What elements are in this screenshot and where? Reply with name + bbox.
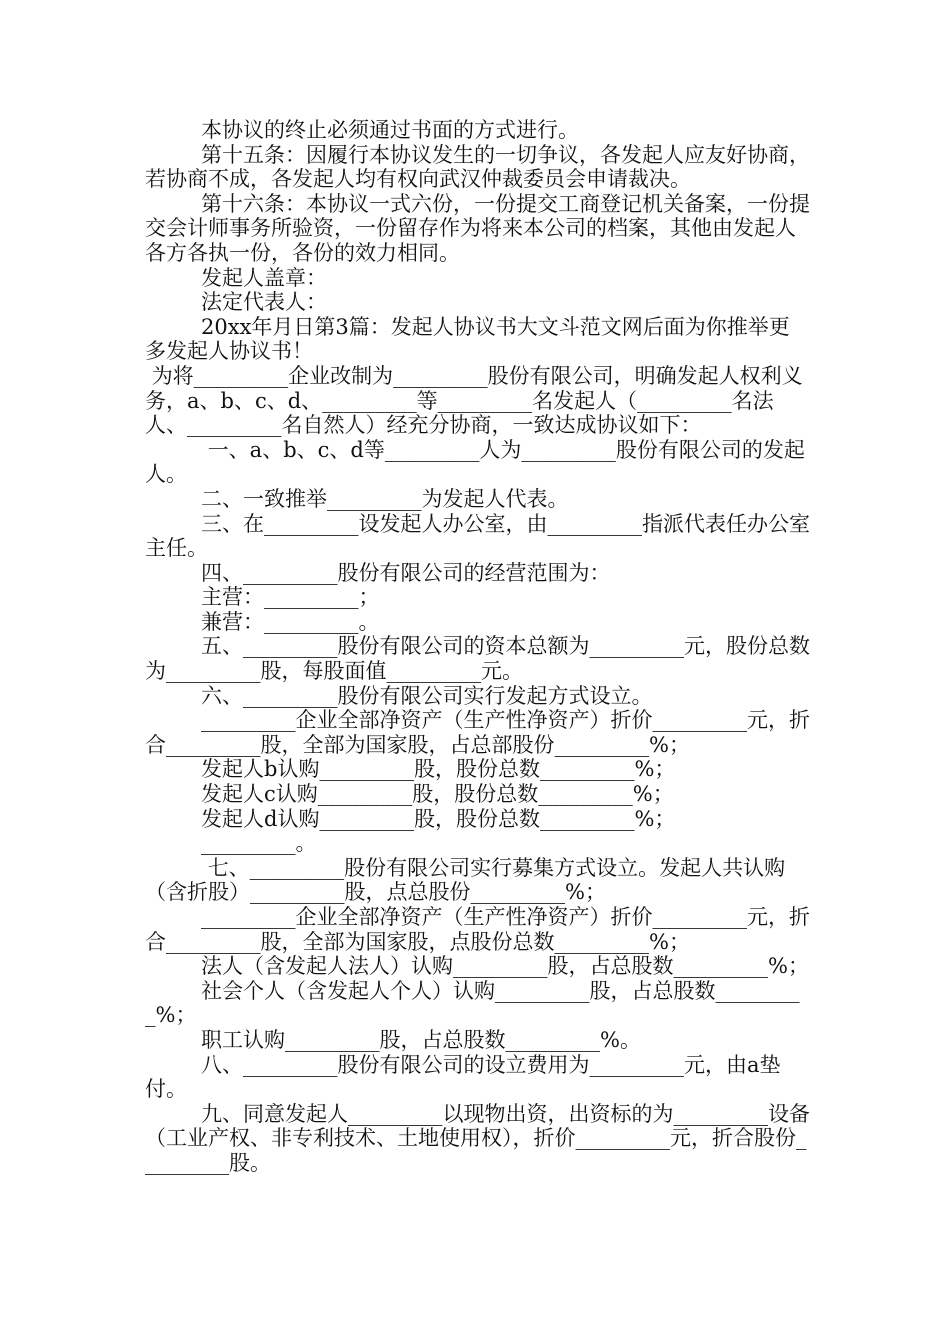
- paragraph-25: 职工认购_________股，占总股数_________%。: [201, 1027, 641, 1052]
- paragraph-9: 二、一致推举_________为发起人代表。: [201, 486, 569, 511]
- paragraph-20: _________。: [201, 831, 317, 856]
- paragraph-7: 为将_________企业改制为_________股份有限公司，明确发起人权利义务，a、b、c、d、_________等_________名发起人（_________名法人、_________名自然人）经充分协商，一致达成协议如下：: [145, 363, 803, 438]
- paragraph-2: 第十五条：因履行本协议发生的一切争议，各发起人应友好协商，若协商不成，各发起人均有权向武汉仲裁委员会申请裁决。: [145, 142, 810, 192]
- paragraph-12: 主营：_________；: [201, 585, 380, 610]
- paragraph-14: 五、_________股份有限公司的资本总额为_________元，股份总数为_________股，每股面值_________元。: [145, 634, 810, 684]
- paragraph-26: 八、_________股份有限公司的设立费用为_________元，由a垫付。: [145, 1052, 781, 1102]
- paragraph-8: 一、a、b、c、d等_________人为_________股份有限公司的发起人。: [145, 437, 805, 487]
- paragraph-23: 法人（含发起人法人）认购_________股，占总股数_________%；: [201, 954, 809, 979]
- paragraph-13: 兼营：_________。: [201, 609, 380, 634]
- paragraph-5: 法定代表人：: [201, 290, 327, 315]
- paragraph-3: 第十六条：本协议一式六份，一份提交工商登记机关备案，一份提交会计师事务所验资，一份留存作为将来本公司的档案，其他由发起人各方各执一份，各份的效力相同。: [145, 191, 810, 265]
- paragraph-17: 发起人b认购_________股，股份总数_________%；: [201, 757, 676, 782]
- paragraph-11: 四、_________股份有限公司的经营范围为：: [201, 560, 611, 585]
- paragraph-24: 社会个人（含发起人个人）认购_________股，占总股数_________%；: [145, 978, 800, 1028]
- paragraph-27: 九、同意发起人_________以现物出资，出资标的为_________设备（工业产权、非专利技术、土地使用权），折价_________元，折合股份_________股。: [145, 1101, 810, 1175]
- paragraph-4: 发起人盖章：: [201, 265, 327, 290]
- paragraph-21: 七、_________股份有限公司实行募集方式设立。发起人共认购（含折股）_________股，点总股份_________%；: [145, 855, 786, 905]
- paragraph-6: 20xx年月日第3篇：发起人协议书大文斗范文网后面为你推举更多发起人协议书！: [145, 314, 790, 364]
- document-body: [145, 118, 810, 1176]
- paragraph-10: 三、在_________设发起人办公室，由_________指派代表任办公室主任。: [145, 511, 810, 561]
- paragraph-15: 六、_________股份有限公司实行发起方式设立。: [201, 683, 653, 708]
- paragraph-18: 发起人c认购_________股，股份总数_________%；: [201, 782, 674, 807]
- paragraph-16: _________企业全部净资产（生产性净资产）折价_________元，折合_________股，全部为国家股，占总部股份_________%；: [145, 708, 810, 757]
- paragraph-1: 本协议的终止必须通过书面的方式进行。: [201, 118, 579, 142]
- paragraph-22: _________企业全部净资产（生产性净资产）折价_________元，折合_________股，全部为国家股，点股份总数_________%；: [145, 905, 810, 954]
- paragraph-19: 发起人d认购_________股，股份总数_________%；: [201, 806, 676, 831]
